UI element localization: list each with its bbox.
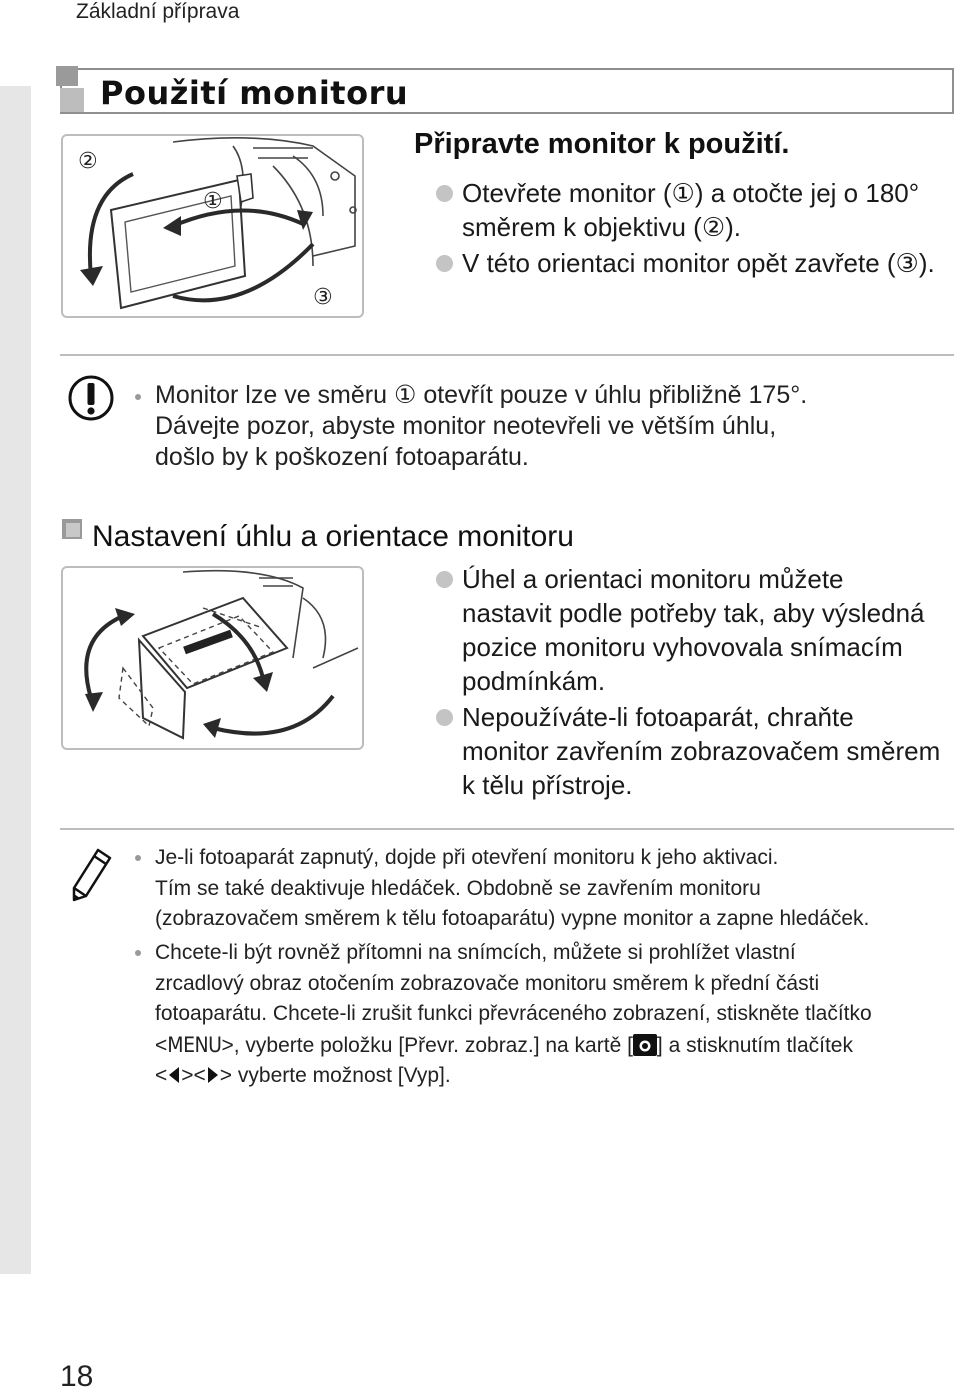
note-line-arrows	[155, 1061, 872, 1094]
note-text: > vyberte možnost [Vyp].	[219, 1064, 451, 1087]
section-marker-shade	[60, 88, 84, 112]
note-text: ><	[181, 1064, 206, 1087]
callout-1: ①	[203, 189, 223, 214]
note-line: fotoaparátu. Chcete-li zrušit funkci převráceného zobrazení, stiskněte tlačítko	[155, 1002, 872, 1025]
chapter-header: Základní příprava	[76, 0, 240, 23]
bullet-dot-icon	[135, 394, 141, 400]
note-text: ] a stisknutím tlačítek	[656, 1033, 853, 1057]
left-arrow-icon	[167, 1063, 181, 1094]
divider	[60, 354, 954, 356]
note-line: zrcadlový obraz otočením zobrazovače monitoru směrem k přední části	[155, 971, 820, 995]
note-line: (zobrazovačem směrem k tělu fotoaparátu) vypne monitor a zapne hledáček.	[155, 907, 870, 930]
sub-bullet-1-line: nastavit podle potřeby tak, aby výsledná	[462, 598, 925, 628]
note-item-2	[155, 938, 872, 1094]
caution-text	[155, 380, 807, 473]
sub-bullet-2-line: Nepoužíváte-li fotoaparát, chraňte	[462, 702, 854, 732]
subsection-title: Nastavení úhlu a orientace monitoru	[92, 520, 574, 553]
menu-button-label: MENU	[167, 1032, 222, 1057]
section-marker	[56, 66, 78, 86]
note-line: Je-li fotoaparát zapnutý, dojde při otevření monitoru k jeho aktivaci.	[155, 846, 779, 869]
step-bullet-1-line2: směrem k objektivu (②).	[462, 212, 742, 242]
callout-2: ②	[78, 149, 98, 174]
caution-line: došlo by k poškození fotoaparátu.	[155, 443, 529, 471]
note-line-menu	[155, 1030, 872, 1062]
callout-3: ③	[313, 285, 333, 310]
bullet-dot-icon	[436, 185, 453, 202]
step-bullet-2	[414, 246, 954, 280]
section-title: Použití monitoru	[100, 74, 409, 112]
bullet-dot-icon	[436, 255, 453, 272]
angle-open: <	[155, 1033, 168, 1057]
subsection-marker-shade	[66, 523, 80, 537]
bullet-dot-icon	[135, 855, 141, 861]
page-number: 18	[60, 1360, 94, 1393]
exclamation-icon	[67, 374, 115, 422]
bullet-dot-icon	[135, 950, 141, 956]
sub-bullet-2	[414, 700, 960, 802]
sub-bullet-1-line: Úhel a orientaci monitoru můžete	[462, 564, 844, 594]
right-arrow-icon	[206, 1063, 220, 1094]
camera-illustration-1	[63, 136, 362, 316]
pencil-icon	[70, 846, 114, 902]
camera-tab-icon	[633, 1034, 657, 1056]
sub-bullet-1	[414, 562, 960, 698]
note-line: Tím se také deaktivuje hledáček. Obdobně se zavřením monitoru	[155, 876, 761, 900]
bullet-dot-icon	[436, 571, 453, 588]
caution-line: Dávejte pozor, abyste monitor neotevřeli ve větším úhlu,	[155, 412, 777, 440]
figure-open-monitor	[61, 134, 364, 318]
figure-rotate-monitor	[61, 566, 364, 750]
caution-line: Monitor lze ve směru ① otevřít pouze v úhlu přibližně 175°.	[155, 381, 808, 409]
note-line: Chcete-li být rovněž přítomni na snímcích, můžete si prohlížet vlastní	[155, 941, 796, 964]
step-bullet-1-line1: Otevřete monitor (①) a otočte jej o 180°	[462, 178, 920, 208]
step-title: Připravte monitor k použití.	[414, 128, 790, 160]
divider	[60, 828, 954, 830]
angle-open: <	[155, 1064, 168, 1087]
side-tab-strip	[0, 86, 31, 1274]
step-bullet-2-line1: V této orientaci monitor opět zavřete (③).	[462, 248, 935, 278]
step-bullet-1	[414, 176, 954, 244]
bullet-dot-icon	[436, 709, 453, 726]
sub-bullet-1-line: pozice monitoru vyhovovala snímacím	[462, 632, 903, 662]
sub-bullet-1-line: podmínkám.	[462, 666, 606, 696]
sub-bullet-2-line: k tělu přístroje.	[462, 770, 633, 800]
camera-illustration-2	[63, 568, 362, 748]
sub-bullet-2-line: monitor zavřením zobrazovačem směrem	[462, 736, 941, 766]
note-item-1	[155, 843, 869, 935]
note-text: >, vyberte položku [Převr. zobraz.] na kartě [	[221, 1033, 633, 1057]
